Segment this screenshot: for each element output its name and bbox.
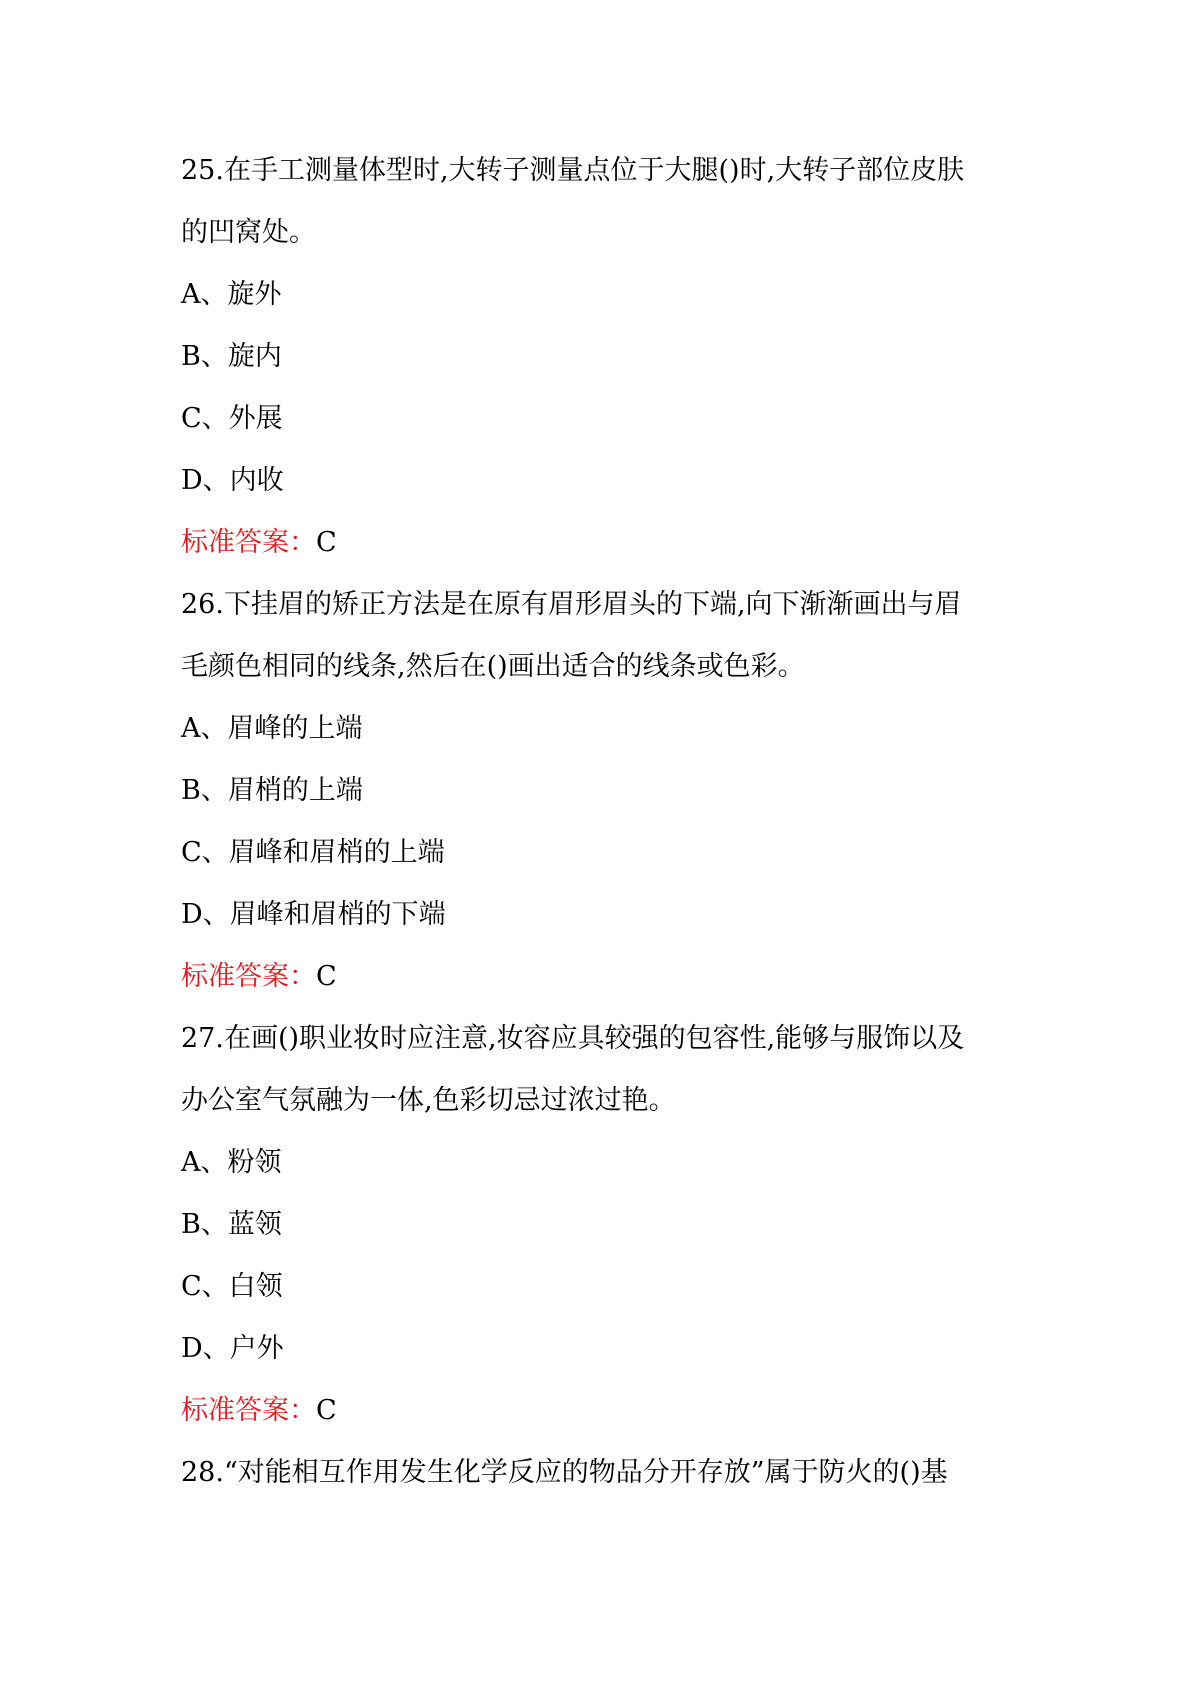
answer-value: C (316, 527, 337, 558)
question-25-option-a: A、旋外 (181, 279, 282, 310)
question-27-stem-line-1: 27.在画()职业妆时应注意,妆容应具较强的包容性,能够与服饰以及 (181, 1023, 965, 1054)
question-27-option-b: B、蓝领 (181, 1209, 282, 1240)
question-25-option-b: B、旋内 (181, 341, 282, 372)
answer-label: 标准答案： (181, 961, 316, 992)
question-25-stem-line-2: 的凹窝处。 (181, 217, 316, 248)
question-25-option-d: D、内收 (181, 465, 284, 496)
question-28-stem-line-1: 28.“对能相互作用发生化学反应的物品分开存放”属于防火的()基 (181, 1457, 948, 1488)
question-26-stem-line-1: 26.下挂眉的矫正方法是在原有眉形眉头的下端,向下渐渐画出与眉 (181, 589, 962, 620)
question-26-option-b: B、眉梢的上端 (181, 775, 363, 806)
question-26-answer (181, 959, 1021, 995)
answer-value: C (316, 961, 337, 992)
question-25-option-c: C、外展 (181, 403, 283, 434)
answer-label: 标准答案： (181, 1395, 316, 1426)
question-27-option-d: D、户外 (181, 1333, 284, 1364)
question-27-option-a: A、粉领 (181, 1147, 282, 1178)
answer-value: C (316, 1395, 337, 1426)
question-27-option-c: C、白领 (181, 1271, 283, 1302)
question-26-option-c: C、眉峰和眉梢的上端 (181, 837, 445, 868)
question-26-stem-line-2: 毛颜色相同的线条,然后在()画出适合的线条或色彩。 (181, 651, 805, 682)
question-27-stem-line-2: 办公室气氛融为一体,色彩切忌过浓过艳。 (181, 1085, 676, 1116)
question-26-option-d: D、眉峰和眉梢的下端 (181, 899, 446, 930)
question-27-answer (181, 1393, 1021, 1429)
question-25-answer (181, 525, 1021, 561)
question-26-option-a: A、眉峰的上端 (181, 713, 363, 744)
answer-label: 标准答案： (181, 527, 316, 558)
question-25-stem-line-1: 25.在手工测量体型时,大转子测量点位于大腿()时,大转子部位皮肤 (181, 155, 965, 186)
